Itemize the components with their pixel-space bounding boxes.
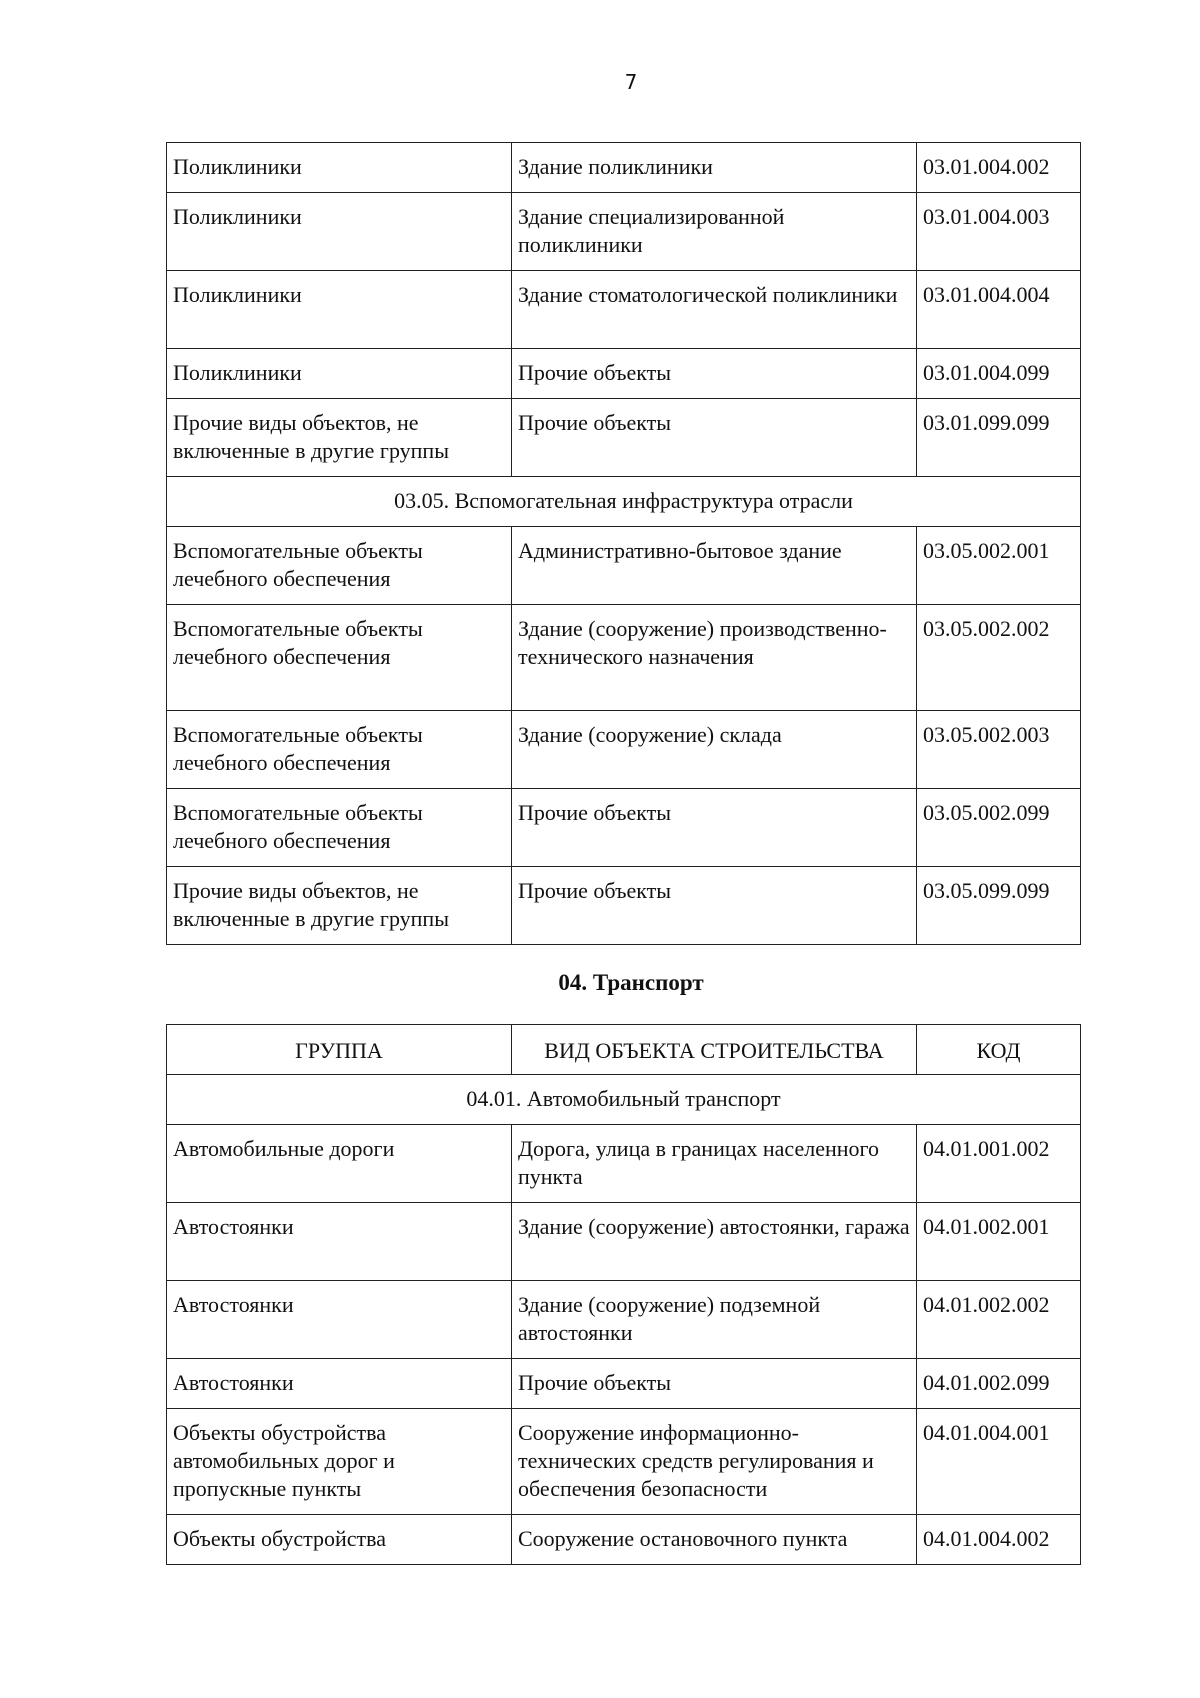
object-type-cell: Сооружение остановочного пункта [512, 1515, 917, 1565]
object-type-cell: Прочие объекты [512, 349, 917, 399]
page-number: 7 [624, 70, 638, 94]
object-type-cell: Здание (сооружение) автостоянки, гаража [512, 1203, 917, 1281]
object-type-cell: Прочие объекты [512, 789, 917, 867]
group-cell: Вспомогательные объекты лечебного обеспечения [167, 605, 512, 711]
group-cell: Поликлиники [167, 193, 512, 271]
code-cell: 04.01.004.002 [917, 1515, 1081, 1565]
table-row [167, 143, 1081, 193]
code-cell: 04.01.002.001 [917, 1203, 1081, 1281]
section-title-cell: 04.01. Автомобильный транспорт [167, 1075, 1081, 1125]
construction-types-table-transport [166, 1024, 1081, 1565]
group-cell: Прочие виды объектов, не включенные в другие группы [167, 867, 512, 945]
table-row [167, 711, 1081, 789]
object-type-cell: Дорога, улица в границах населенного пункта [512, 1125, 917, 1203]
object-type-cell: Здание поликлиники [512, 143, 917, 193]
group-cell: Вспомогательные объекты лечебного обеспечения [167, 789, 512, 867]
object-type-cell: Здание (сооружение) подземной автостоянки [512, 1281, 917, 1359]
group-cell: Поликлиники [167, 349, 512, 399]
code-cell: 03.05.002.001 [917, 527, 1081, 605]
object-type-cell: Прочие объекты [512, 1359, 917, 1409]
group-cell: Вспомогательные объекты лечебного обеспечения [167, 711, 512, 789]
code-cell: 03.01.004.004 [917, 271, 1081, 349]
code-cell: 04.01.004.001 [917, 1409, 1081, 1515]
table-row [167, 1515, 1081, 1565]
group-cell: Автостоянки [167, 1203, 512, 1281]
section-heading: 04. Транспорт [558, 970, 704, 995]
object-type-cell: Здание стоматологической поликлиники [512, 271, 917, 349]
code-column-header: КОД [917, 1025, 1081, 1075]
section-row [167, 477, 1081, 527]
table-row [167, 1359, 1081, 1409]
code-cell: 03.05.099.099 [917, 867, 1081, 945]
code-cell: 03.01.004.099 [917, 349, 1081, 399]
table-row [167, 1281, 1081, 1359]
object-type-cell: Сооружение информационно-технических средств регулирования и обеспечения безопасности [512, 1409, 917, 1515]
table-row [167, 867, 1081, 945]
group-cell: Поликлиники [167, 271, 512, 349]
group-cell: Прочие виды объектов, не включенные в другие группы [167, 399, 512, 477]
group-cell: Автомобильные дороги [167, 1125, 512, 1203]
section-row [167, 1075, 1081, 1125]
section-title-cell: 03.05. Вспомогательная инфраструктура отрасли [167, 477, 1081, 527]
group-cell: Объекты обустройства автомобильных дорог и пропускные пункты [167, 1409, 512, 1515]
group-column-header: ГРУППА [167, 1025, 512, 1075]
table-row [167, 605, 1081, 711]
group-cell: Объекты обустройства [167, 1515, 512, 1565]
table-row [167, 1125, 1081, 1203]
code-cell: 04.01.002.002 [917, 1281, 1081, 1359]
table-row [167, 1203, 1081, 1281]
code-cell: 03.01.099.099 [917, 399, 1081, 477]
code-cell: 03.05.002.003 [917, 711, 1081, 789]
table-row [167, 399, 1081, 477]
object-type-cell: Прочие объекты [512, 867, 917, 945]
group-cell: Поликлиники [167, 143, 512, 193]
object-type-cell: Административно-бытовое здание [512, 527, 917, 605]
table-row [167, 193, 1081, 271]
group-cell: Автостоянки [167, 1359, 512, 1409]
object-type-cell: Здание (сооружение) склада [512, 711, 917, 789]
code-cell: 03.01.004.002 [917, 143, 1081, 193]
code-cell: 03.01.004.003 [917, 193, 1081, 271]
group-cell: Автостоянки [167, 1281, 512, 1359]
table-row [167, 789, 1081, 867]
code-cell: 04.01.001.002 [917, 1125, 1081, 1203]
code-cell: 03.05.002.099 [917, 789, 1081, 867]
object-type-cell: Прочие объекты [512, 399, 917, 477]
object-type-cell: Здание специализированной поликлиники [512, 193, 917, 271]
table-row [167, 1409, 1081, 1515]
table-row [167, 271, 1081, 349]
group-cell: Вспомогательные объекты лечебного обеспечения [167, 527, 512, 605]
code-cell: 03.05.002.002 [917, 605, 1081, 711]
code-cell: 04.01.002.099 [917, 1359, 1081, 1409]
construction-types-table-health [166, 142, 1081, 945]
object-type-column-header: ВИД ОБЪЕКТА СТРОИТЕЛЬСТВА [512, 1025, 917, 1075]
object-type-cell: Здание (сооружение) производственно-технического назначения [512, 605, 917, 711]
header-row [167, 1025, 1081, 1075]
table-row [167, 349, 1081, 399]
table-row [167, 527, 1081, 605]
